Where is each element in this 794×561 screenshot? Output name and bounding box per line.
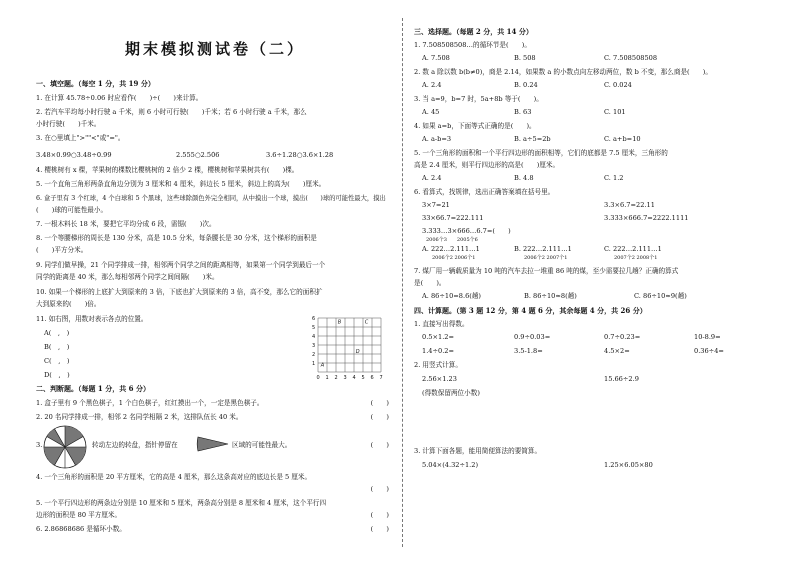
point-label-c: C	[364, 319, 369, 326]
x-tick-label: 1	[325, 375, 329, 381]
x-tick-label: 4	[352, 375, 356, 381]
question-10-line2: 大到原来的( )倍。	[36, 300, 101, 308]
point-b-answer: B( , )	[44, 343, 70, 351]
pattern-1: 3×7=21	[422, 201, 450, 209]
choice-6-option-c-sub: 2007个2 2008个1	[614, 255, 658, 261]
choice-2-option-a: A. 2.4	[422, 81, 442, 89]
calc-3-item-1: 5.04×(4.32÷1.2)	[422, 461, 479, 469]
y-tick-label: 5	[312, 325, 316, 331]
choice-5-line2: 高是 2.4 厘米，则平行四边形的高是( )厘米。	[414, 161, 560, 169]
judge-4-answer: ( )	[370, 485, 389, 493]
coordinate-grid	[310, 312, 390, 382]
question-3-item-3: 3.6÷1.28○3.6×1.28	[266, 151, 334, 159]
judge-5-line2: 边形的面积是 80 平方厘米。	[36, 511, 122, 519]
question-3-item-2: 2.555○2.5̇0̇6	[176, 151, 220, 159]
question-9-line1: 9. 同学们做早操，21 个同学排成一排，相邻两个同学之间的距离相等，如果第一个同学到最后一个	[36, 261, 326, 269]
point-label-a: A	[320, 362, 325, 369]
choice-7-option-c: C. 86÷10≈9(趟)	[634, 292, 687, 300]
y-tick-label: 2	[312, 352, 316, 358]
y-tick-label: 4	[312, 334, 316, 340]
judge-2-answer: ( )	[370, 413, 389, 421]
calc-2-item-1: 2.56×1.23	[422, 375, 457, 383]
calc-1-item-4: 10-8.9=	[694, 333, 721, 341]
choice-3-option-b: B. 63	[514, 108, 532, 116]
choice-4-option-c: C. a+b=10	[604, 135, 641, 143]
pattern-4: 3.333×666.7=2222.1111	[604, 214, 689, 222]
point-d-answer: D( , )	[44, 371, 70, 379]
choice-7-line2: 是( )。	[414, 279, 446, 287]
judge-6: 6. 2.86868686 是循环小数。	[36, 525, 126, 533]
choice-5-line1: 5. 一个三角形的面积和一个平行四边形的面积相等，它们的底都是 7.5 厘米，三角形的	[414, 149, 668, 157]
choice-6-option-b: B. 222…2.111…1	[514, 245, 572, 253]
calc-1-item-2: 0.9÷0.03=	[514, 333, 551, 341]
choice-2: 2. 数 a 除以数 b(b≠0)，商是 2.14，如果数 a 的小数点向左移动两位，数 b 不变，那么商是( )。	[414, 68, 712, 76]
calc-3-item-2: 1.25×6.05×80	[604, 461, 653, 469]
judge-5-answer: ( )	[370, 511, 389, 519]
choice-6-option-a: A. 222…2.111…1	[422, 245, 480, 253]
choice-1-option-c: C. 7.508508508	[604, 54, 658, 62]
question-5: 5. 一个直角三角形两条直角边分别为 3 厘米和 4 厘米，斜边长 5 厘米，斜边上的高为( )厘米。	[36, 180, 326, 188]
judge-4: 4. 一个三角形的面积是 20 平方厘米，它的高是 4 厘米，那么这条高对应的底边长是 5 厘米。	[36, 473, 312, 481]
judge-3-text-b: 区域的可能性最大。	[232, 441, 292, 449]
choice-5-option-c: C. 1.2	[604, 174, 624, 182]
choice-2-option-b: B. 0.24	[514, 81, 538, 89]
pattern-2: 3.3×6.7=22.11	[604, 201, 655, 209]
section-calculation-heading: 四、计算题。（第 3 题 12 分，第 4 题 6 分，其余每题 4 分，共 26 分）	[414, 306, 647, 315]
left-column	[36, 0, 394, 561]
judge-1: 1. 盒子里有 9 个黑色棋子，1 个白色棋子，红红摸出一个，一定是黑色棋子。	[36, 399, 264, 407]
x-tick-label: 0	[316, 375, 320, 381]
choice-1: 1. 7.508508508…的循环节是( )。	[414, 41, 531, 49]
calc-1-item-6: 3.5-1.8=	[514, 347, 543, 355]
calc-1-item-5: 1.4÷0.2=	[422, 347, 455, 355]
choice-3-option-a: A. 45	[422, 108, 440, 116]
y-tick-label: 6	[312, 316, 316, 322]
judge-3-text-a: 转动左边的转盘，指针停留在	[92, 441, 178, 449]
x-tick-label: 6	[370, 375, 374, 381]
y-tick-label: 1	[312, 361, 316, 367]
question-6-line2: ( )球的可能性最小。	[36, 206, 108, 214]
judge-2: 2. 20 名同学排成一排，相邻 2 名同学相隔 2 米，这排队伍长 40 米。	[36, 413, 243, 421]
calc-2-item-2: 15.66÷2.9	[604, 375, 639, 383]
judge-6-answer: ( )	[370, 525, 389, 533]
judge-1-answer: ( )	[370, 399, 389, 407]
pattern-3: 33×66.7=222.111	[422, 214, 484, 222]
question-7: 7. 一根木料长 18 米，要把它平均分成 6 段，需锯( )次。	[36, 220, 216, 228]
question-2-line2: 小时行驶( )千米。	[36, 120, 101, 128]
question-10-line1: 10. 如果一个梯形的上底扩大到原来的 3 倍，下底也扩大到原来的 3 倍，高不变，那么它的面积扩	[36, 288, 323, 296]
question-1: 1. 在计算 45.78÷0.06 时应看作( )÷( )来计算。	[36, 94, 203, 102]
question-4: 4. 樱桃树有 x 棵，苹果树的棵数比樱桃树的 2 倍少 2 棵，樱桃树和苹果树共有( )棵。	[36, 166, 299, 174]
x-tick-label: 2	[334, 375, 338, 381]
choice-5-option-a: A. 2.4	[422, 174, 442, 182]
choice-7-option-b: B. 86÷10≈8(趟)	[524, 292, 577, 300]
choice-6-option-c: C. 222…2.111…1	[604, 245, 662, 253]
point-a-answer: A( , )	[44, 329, 70, 337]
question-8-line2: ( )平方分米。	[36, 246, 88, 254]
pattern-question: 3.333…3×666…6.7=( )	[422, 227, 511, 235]
choice-7-option-a: A. 86÷10=8.6(趟)	[422, 292, 482, 300]
pattern-question-sub: 2006个3 2005个6	[426, 237, 478, 243]
column-divider	[402, 18, 403, 547]
choice-6-option-a-sub: 2006个2 2006个1	[432, 255, 476, 261]
x-tick-label: 3	[343, 375, 347, 381]
judge-5-line1: 5. 一个平行四边形的两条边分别是 10 厘米和 5 厘米，两条高分别是 8 厘米和 4 厘米，这个平行四	[36, 499, 327, 507]
choice-3: 3. 当 a=9，b=7 时，5a+8b 等于( )。	[414, 95, 543, 103]
choice-7-line1: 7. 煤厂用一辆载质量为 10 吨的汽车去拉一堆重 86 吨的煤，至少需要拉几趟？正确的算式	[414, 267, 679, 275]
question-8-line1: 8. 一个等腰梯形的周长是 130 分米，高是 10.5 分米，每条腰长是 30 分米，这个梯形的面积是	[36, 234, 317, 242]
question-9-line2: 同学的距离是 40 米，那么每相邻两个同学之间间隔( )米。	[36, 273, 219, 281]
choice-6: 6. 看算式，找规律，选出正确答案填在括号里。	[414, 188, 555, 196]
choice-1-option-b: B. 508	[514, 54, 536, 62]
choice-1-option-a: A. 7.508	[422, 54, 450, 62]
calc-1-item-1: 0.5×1.2=	[422, 333, 455, 341]
sector-shape-icon	[196, 436, 230, 452]
judge-3-answer: ( )	[370, 441, 389, 449]
choice-4-option-a: A. a-b=3	[422, 135, 452, 143]
question-3-item-1: 3.48×0.99○3.48÷0.99	[36, 151, 112, 159]
question-11: 11. 如右图，用数对表示各点的位置。	[36, 315, 148, 323]
section-choice-heading: 三、选择题。（每题 2 分，共 14 分）	[414, 27, 533, 36]
choice-5-option-b: B. 4.8	[514, 174, 534, 182]
calc-2: 2. 用竖式计算。	[414, 361, 462, 369]
point-label-d: D	[355, 349, 360, 356]
calc-3: 3. 计算下面各题，能用简便算法的要简算。	[414, 447, 542, 455]
choice-3-option-c: C. 101	[604, 108, 626, 116]
point-c-answer: C( , )	[44, 357, 70, 365]
question-2-line1: 2. 若汽车平均每小时行驶 a 千米，则 6 小时可行驶( )千米；若 6 小时行驶 a 千米，那么	[36, 108, 307, 116]
question-6-line1: 6. 盒子里有 3 个红球，4 个白球和 5 个黑球，这些球除颜色外完全相同，从中摸出一个球，摸出( )球的可能性最大，摸出	[36, 195, 386, 202]
calc-1: 1. 直接写出得数。	[414, 320, 469, 328]
x-tick-label: 5	[361, 375, 365, 381]
calc-2-note: (得数保留两位小数)	[422, 389, 480, 397]
right-column	[414, 0, 774, 561]
calc-1-item-3: 0.7÷0.23=	[604, 333, 641, 341]
choice-2-option-c: C. 0.024	[604, 81, 632, 89]
x-tick-label: 7	[379, 375, 383, 381]
spinner-wheel	[42, 424, 88, 470]
question-3: 3. 在○里填上">""<"或"="。	[36, 134, 125, 142]
y-tick-label: 3	[312, 343, 316, 349]
point-label-b: B	[337, 319, 342, 326]
section-true-false-heading: 二、判断题。（每题 1 分，共 6 分）	[36, 384, 150, 393]
choice-6-option-b-sub: 2006个2 2007个1	[524, 255, 568, 261]
page-title: 期末模拟测试卷（二）	[124, 40, 305, 58]
judge-3-number: 3.	[36, 441, 43, 449]
choice-4-option-b: B. a÷5=2b	[514, 135, 551, 143]
calc-1-item-8: 0.36÷4=	[694, 347, 724, 355]
choice-4: 4. 如果 a=b，下面等式正确的是( )。	[414, 122, 536, 130]
calc-1-item-7: 4.5×2=	[604, 347, 630, 355]
section-fill-blank-heading: 一、填空题。（每空 1 分，共 19 分）	[36, 79, 155, 88]
